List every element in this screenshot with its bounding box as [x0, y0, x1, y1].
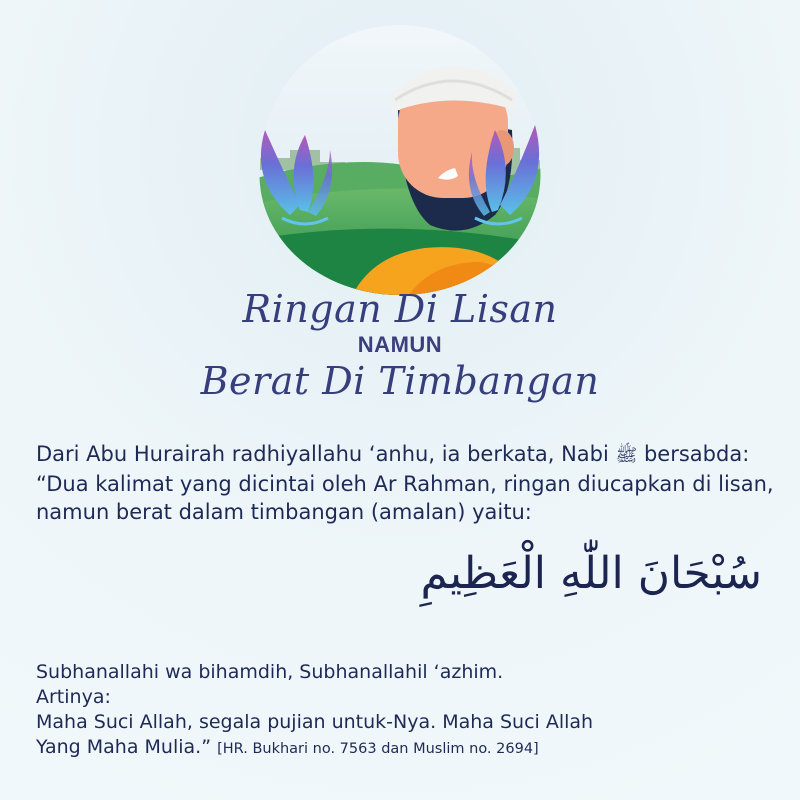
intro-line-3: namun berat dalam timbangan (amalan) yaitu: [36, 500, 532, 524]
title-line-2: Berat Di Timbangan [200, 359, 600, 403]
title-line-1: Ringan Di Lisan [242, 287, 558, 331]
intro-line-1 [36, 440, 776, 470]
translation-line-2 [36, 735, 776, 762]
intro-line-2: “Dua kalimat yang dicintai oleh Ar Rahman, ringan diucapkan di lisan, [36, 472, 774, 496]
transliteration: Subhanallahi wa bihamdih, Subhanallahil ‘azhim. [36, 661, 504, 683]
intro-line-1-end: bersabda: [643, 442, 750, 466]
title-connector: NAMUN [357, 332, 443, 357]
hadith-intro [36, 440, 776, 526]
hadith-reference: [HR. Bukhari no. 7563 dan Muslim no. 2694] [217, 741, 539, 757]
salawat-symbol: ﷺ [615, 445, 638, 466]
illustration [230, 0, 570, 300]
translation-line-1: Maha Suci Allah, segala pujian untuk-Nya. Maha Suci Allah [36, 711, 594, 733]
translation-block [36, 660, 776, 762]
translation-label: Artinya: [36, 686, 111, 708]
intro-line-1-text: Dari Abu Hurairah radhiyallahu ‘anhu, ia berkata, Nabi [36, 442, 609, 466]
arabic-dhikr: سُبْحَانَ اللّٰهِ الْعَظِيمِ [420, 548, 762, 599]
title [0, 288, 800, 420]
translation-line-2-text: Yang Maha Mulia.” [36, 736, 212, 758]
